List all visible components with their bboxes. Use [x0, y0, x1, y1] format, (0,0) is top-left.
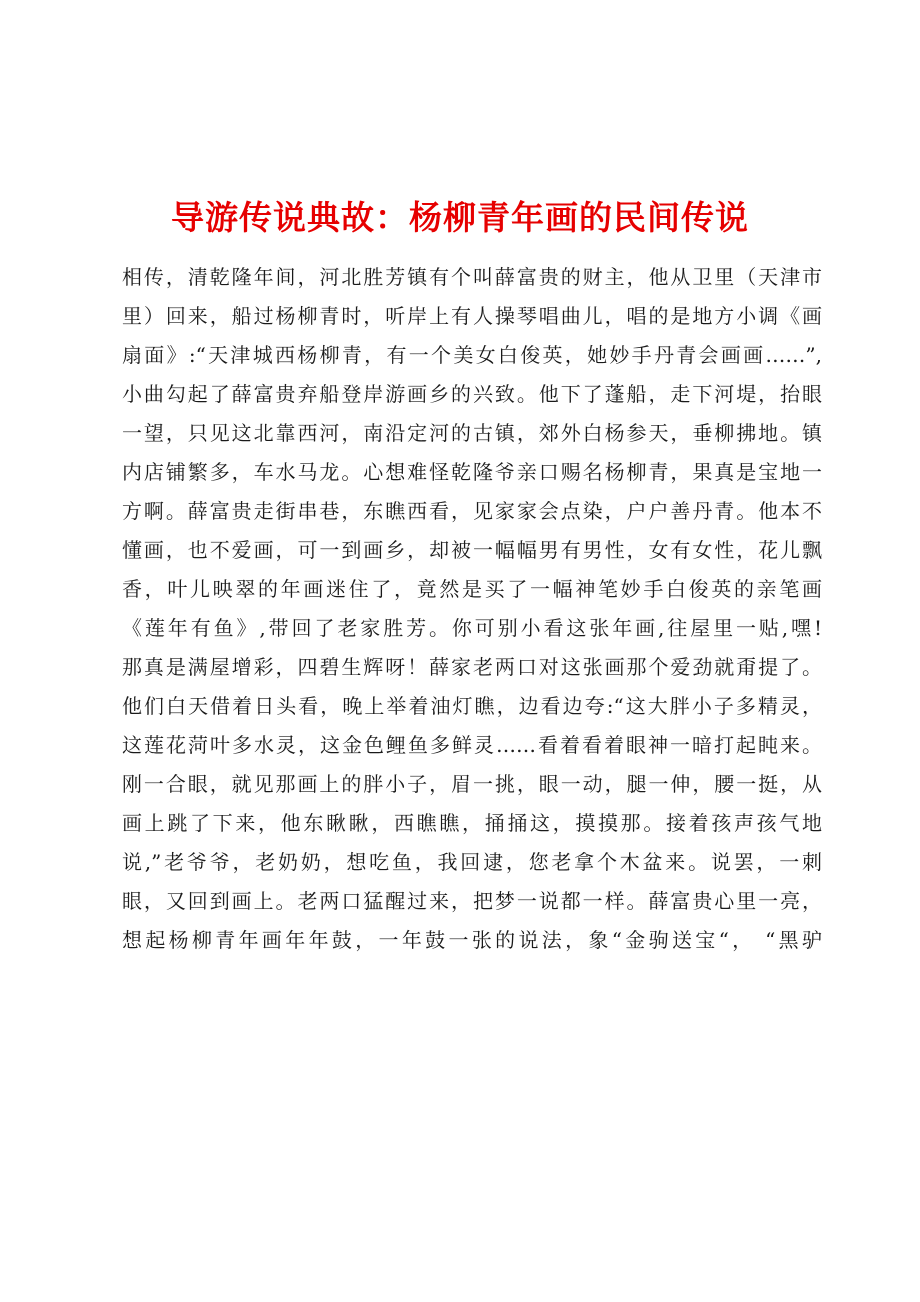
- body-line: 画上跳了下来，他东瞅瞅，西瞧瞧，捅捅这，摸摸那。接着孩声孩气地: [122, 811, 822, 835]
- body-line: 《莲年有鱼》,带回了老家胜芳。你可别小看这张年画,往屋里一贴,嘿!: [122, 616, 822, 640]
- body-line: 方啊。薛富贵走街串巷，东瞧西看，见家家会点染，户户善丹青。他本不: [122, 499, 822, 523]
- body-line: 内店铺繁多，车水马龙。心想难怪乾隆爷亲口赐名杨柳青，果真是宝地一: [122, 460, 822, 484]
- body-line: 眼，又回到画上。老两口猛醒过来，把梦一说都一样。薛富贵心里一亮，: [122, 889, 822, 913]
- body-line: 懂画，也不爱画，可一到画乡，却被一幅幅男有男性，女有女性，花儿飘: [122, 538, 822, 562]
- body-line: 这莲花菏叶多水灵，这金色鲤鱼多鲜灵……看着看着眼神一暗打起盹来。: [122, 733, 822, 757]
- body-line: 刚一合眼，就见那画上的胖小子，眉一挑，眼一动，腿一伸，腰一挺，从: [122, 772, 822, 796]
- body-line: 相传，清乾隆年间，河北胜芳镇有个叫薛富贵的财主，他从卫里（天津市: [122, 265, 822, 289]
- body-line: 想起杨柳青年画年年鼓，一年鼓一张的说法，象“金驹送宝“， “黑驴: [122, 928, 822, 952]
- body-line: 一望，只见这北靠西河，南沿定河的古镇，郊外白杨参天，垂柳拂地。镇: [122, 421, 822, 445]
- body-line: 那真是满屋增彩，四碧生辉呀！薛家老两口对这张画那个爱劲就甭提了。: [122, 655, 822, 679]
- body-line: 里）回来，船过杨柳青时，听岸上有人操琴唱曲儿，唱的是地方小调《画: [122, 304, 822, 328]
- body-line: 小曲勾起了薛富贵弃船登岸游画乡的兴致。他下了蓬船，走下河堤，抬眼: [122, 382, 822, 406]
- body-line: 他们白天借着日头看，晚上举着油灯瞧，边看边夸:“这大胖小子多精灵，: [122, 694, 822, 718]
- document-body: [122, 258, 822, 960]
- body-line: 说,”老爷爷，老奶奶，想吃鱼，我回逮，您老拿个木盆来。说罢，一刺: [122, 850, 822, 874]
- body-line: 香，叶儿映翠的年画迷住了，竟然是买了一幅神笔妙手白俊英的亲笔画: [122, 577, 822, 601]
- body-line: 扇面》:“天津城西杨柳青，有一个美女白俊英，她妙手丹青会画画……”,: [122, 343, 822, 367]
- document-title: 导游传说典故：杨柳青年画的民间传说: [171, 198, 749, 237]
